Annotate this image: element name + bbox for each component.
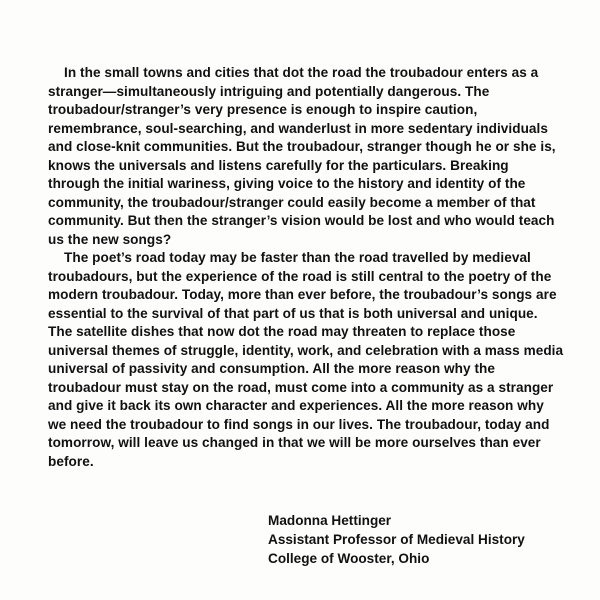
author-institution: College of Wooster, Ohio xyxy=(268,551,430,566)
essay-body xyxy=(48,64,564,471)
author-title: Assistant Professor of Medieval History xyxy=(268,532,525,547)
essay-paragraph-2: The poet’s road today may be faster than the road travelled by medieval troubadours, but the experience of the road is still central to the poetry of the modern troubadour. Today, more than ever before, the troubadour’s songs are essential to the survival of that part of us that is both universal and unique. The satellite dishes that now dot the road may threaten to replace those universal themes of struggle, identity, work, and celebration with a mass media universal of passivity and consumption. All the more reason why the troubadour must stay on the road, must come into a community as a stranger and give it back its own character and experiences. All the more reason why we need the troubadour to find songs in our lives. The troubadour, today and tomorrow, will leave us changed in that we will be more ourselves than ever before. xyxy=(48,250,564,469)
author-name: Madonna Hettinger xyxy=(268,513,392,528)
essay-paragraph-1: In the small towns and cities that dot the road the troubadour enters as a stranger—simultaneously intriguing and potentially dangerous. The troubadour/stranger’s very presence is enough to inspire caution, remembrance, soul-searching, and wanderlust in more sedentary individuals and close-knit communities. But the troubadour, stranger though he or she is, knows the universals and listens carefully for the particulars. Breaking through the initial wariness, giving voice to the history and identity of the community, the troubadour/stranger could easily become a member of that community. But then the stranger’s vision would be lost and who would teach us the new songs? xyxy=(48,65,556,247)
author-signature-block xyxy=(268,511,568,568)
